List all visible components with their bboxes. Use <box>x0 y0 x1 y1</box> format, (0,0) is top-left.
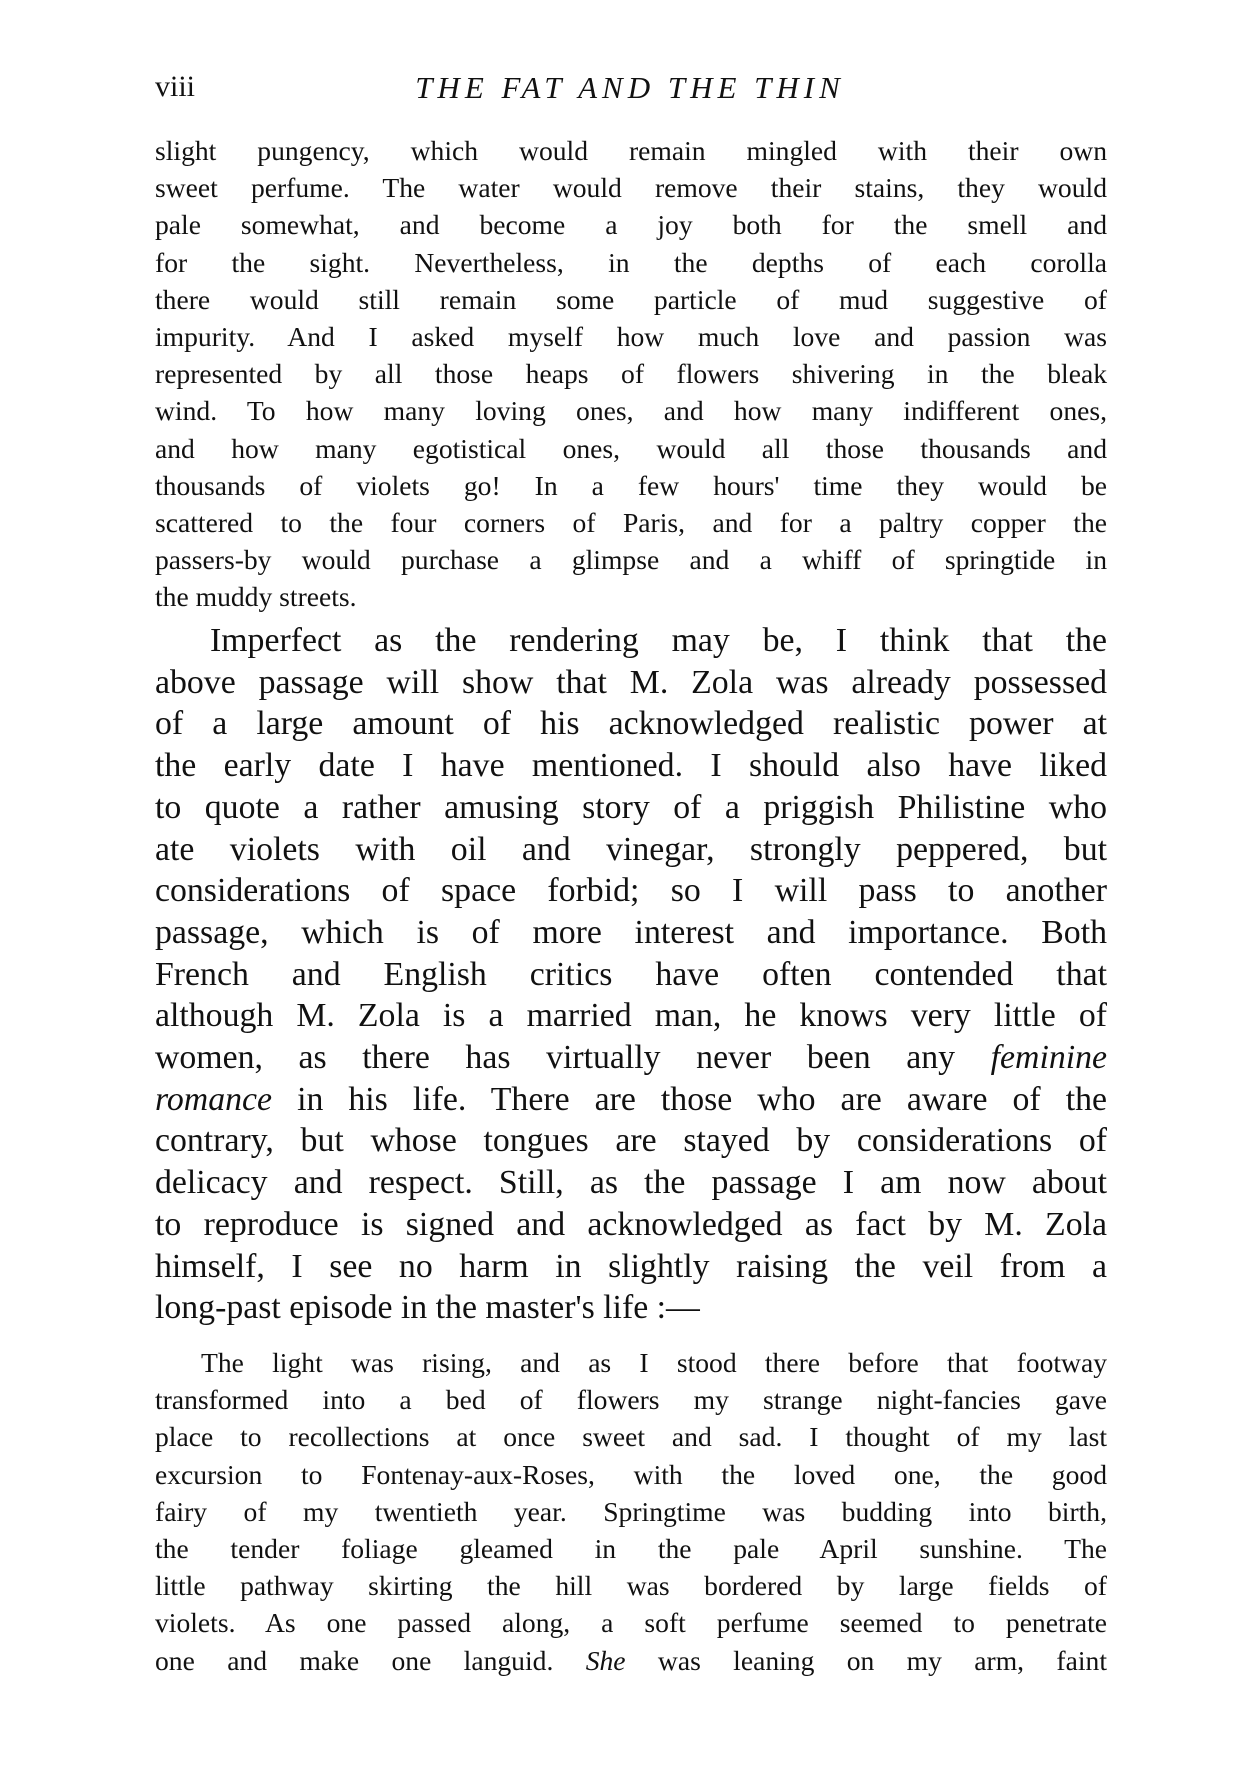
text-segment: in his life. There are those who are aware of the <box>297 1080 1107 1118</box>
text-segment: was leaning on my arm, faint <box>657 1644 1107 1676</box>
text-line: scattered to the four corners of Paris, and for a paltry copper the <box>155 507 1107 539</box>
text-line: for the sight. Nevertheless, in the depths of each corolla <box>155 246 1107 278</box>
text-line: place to recollections at once sweet and sad. I thought of my last <box>155 1421 1107 1453</box>
text-line: wind. To how many loving ones, and how many indifferent ones, <box>155 395 1107 427</box>
emphasis-text: She <box>585 1644 626 1676</box>
text-line: transformed into a bed of flowers my strange night-fancies gave <box>155 1384 1107 1416</box>
text-line: considerations of space forbid; so I will pass to another <box>155 872 1107 910</box>
text-line: of a large amount of his acknowledged realistic power at <box>155 705 1107 743</box>
text-line: contrary, but whose tongues are stayed by considerations of <box>155 1122 1107 1160</box>
text-line: impurity. And I asked myself how much love and passion was <box>155 321 1107 353</box>
body-paragraph <box>155 620 1107 1329</box>
text-segment: women, as there has virtually never been any <box>155 1039 956 1077</box>
text-line: long-past episode in the master's life :— <box>155 1289 700 1327</box>
text-line: represented by all those heaps of flowers shivering in the bleak <box>155 358 1107 390</box>
text-line: little pathway skirting the hill was bordered by large fields of <box>155 1570 1107 1602</box>
text-line: to quote a rather amusing story of a priggish Philistine who <box>155 788 1107 826</box>
text-line <box>155 1037 1107 1079</box>
text-line: pale somewhat, and become a joy both for the smell and <box>155 209 1107 241</box>
text-line: himself, I see no harm in slightly raising the veil from a <box>155 1247 1107 1285</box>
text-line: The light was rising, and as I stood there before that footway <box>201 1347 1107 1378</box>
text-line: excursion to Fontenay-aux-Roses, with the loved one, the good <box>155 1458 1107 1490</box>
text-line: ate violets with oil and vinegar, strongly peppered, but <box>155 830 1107 868</box>
emphasis-text: romance <box>155 1080 273 1118</box>
text-line: the muddy streets. <box>155 581 357 613</box>
quote-block-2 <box>155 1344 1107 1679</box>
text-line: above passage will show that M. Zola was already possessed <box>155 663 1107 701</box>
text-line: fairy of my twentieth year. Springtime was budding into birth, <box>155 1495 1107 1527</box>
text-line: slight pungency, which would remain mingled with their own <box>155 135 1107 166</box>
text-segment: one and make one languid. <box>155 1644 554 1676</box>
page-header <box>155 70 1105 120</box>
text-line: there would still remain some particle of mud suggestive of <box>155 283 1107 315</box>
text-line <box>155 1642 1107 1679</box>
text-line: the early date I have mentioned. I should also have liked <box>155 747 1107 785</box>
page-number: viii <box>155 70 196 103</box>
text-line: to reproduce is signed and acknowledged as fact by M. Zola <box>155 1205 1107 1243</box>
text-line: although M. Zola is a married man, he knows very little of <box>155 997 1107 1035</box>
text-line: delicacy and respect. Still, as the passage I am now about <box>155 1164 1107 1202</box>
text-line: Imperfect as the rendering may be, I think that the <box>210 622 1107 659</box>
quote-block-1 <box>155 132 1107 616</box>
text-line <box>155 1079 1107 1121</box>
text-line: and how many egotistical ones, would all those thousands and <box>155 432 1107 464</box>
text-line: thousands of violets go! In a few hours' time they would be <box>155 469 1107 501</box>
text-line: the tender foliage gleamed in the pale April sunshine. The <box>155 1533 1107 1565</box>
emphasis-text: feminine <box>990 1039 1108 1077</box>
text-line: violets. As one passed along, a soft perfume seemed to penetrate <box>155 1607 1107 1639</box>
text-line: French and English critics have often contended that <box>155 955 1107 993</box>
text-line: passage, which is of more interest and importance. Both <box>155 913 1107 951</box>
running-title: THE FAT AND THE THIN <box>415 70 845 105</box>
text-line: sweet perfume. The water would remove their stains, they would <box>155 172 1107 204</box>
text-line: passers-by would purchase a glimpse and a whiff of springtide in <box>155 544 1107 576</box>
